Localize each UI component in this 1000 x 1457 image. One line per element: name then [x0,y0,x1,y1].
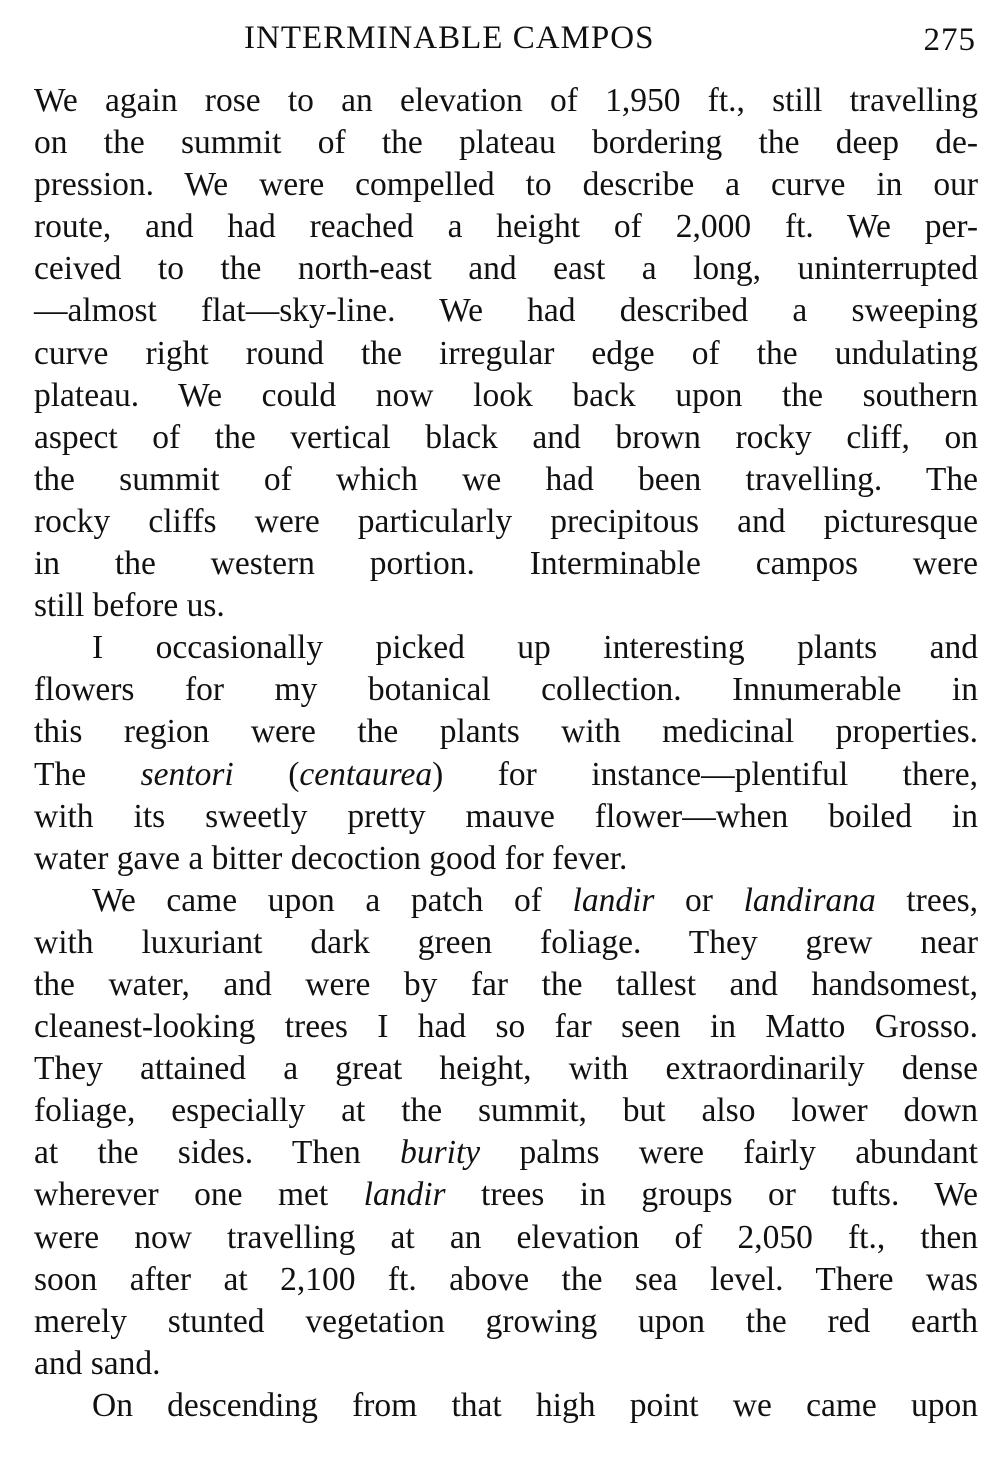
paragraph [34,80,978,627]
italic-term: burity [400,1134,481,1172]
text-line: soon after at 2,100 ft. above the sea level. There was [34,1260,978,1298]
text-segment: We came upon a patch of [92,881,573,919]
text-segment: trees, [875,881,978,919]
italic-term: landirana [743,881,876,919]
text-line: pression. We were compelled to describe a curve in our [34,166,978,204]
text-line [34,1132,978,1174]
text-line: merely stunted vegetation growing upon the red earth [34,1302,978,1340]
text-line: curve right round the irregular edge of the undulating [34,334,978,372]
text-line: in the western portion. Interminable campos were [34,545,978,583]
page-number: 275 [923,22,976,58]
text-line: ceived to the north-east and east a long, uninterrupted [34,250,978,288]
text-line: —almost flat—sky-line. We had described a sweeping [34,292,978,330]
italic-term: landir [572,881,655,919]
paragraph [34,1385,978,1427]
text-line: the summit of which we had been travelling. The [34,460,978,498]
text-line: water gave a bitter decoction good for fever. [34,839,628,877]
text-line: this region were the plants with medicinal properties. [34,713,978,751]
text-line: cleanest-looking trees I had so far seen in Matto Grosso. [34,1008,978,1046]
italic-term: landir [363,1176,446,1214]
text-line: aspect of the vertical black and brown rocky cliff, on [34,418,978,456]
italic-term: centaurea [299,755,433,793]
text-line: We again rose to an elevation of 1,950 ft., still travelling [34,82,978,119]
text-line: flowers for my botanical collection. Innumerable in [34,671,978,709]
text-line: On descending from that high point we came upon [92,1386,978,1424]
text-line [34,880,978,922]
text-line: They attained a great height, with extraordinarily dense [34,1050,978,1088]
text-segment: palms were fairly abundant [480,1134,978,1172]
text-line: foliage, especially at the summit, but also lower down [34,1092,978,1130]
text-line: rocky cliffs were particularly precipitous and picturesque [34,502,978,540]
running-head [34,14,978,60]
paragraph [34,627,978,880]
text-segment: ) for instance—plentiful there, [432,755,978,793]
text-line: the water, and were by far the tallest and handsomest, [34,965,978,1003]
text-line: with luxuriant dark green foliage. They grew near [34,923,978,961]
text-line [34,1174,978,1216]
italic-term: sentori [140,755,234,793]
text-line: still before us. [34,587,225,625]
text-segment: ( [233,755,300,793]
text-segment: trees in groups or tufts. We [445,1176,978,1214]
body-text [34,80,978,1427]
text-line: I occasionally picked up interesting plants and [92,629,978,667]
text-segment: The [34,755,141,793]
text-line: and sand. [34,1344,161,1382]
text-segment: at the sides. Then [34,1134,401,1172]
text-line: were now travelling at an elevation of 2,050 ft., then [34,1218,978,1256]
text-line: plateau. We could now look back upon the southern [34,376,978,414]
text-segment: wherever one met [34,1176,364,1214]
paragraph [34,880,978,1385]
text-line: with its sweetly pretty mauve flower—when boiled in [34,797,978,835]
text-line: route, and had reached a height of 2,000 ft. We per- [34,208,978,246]
text-line: on the summit of the plateau bordering the deep de- [34,124,978,162]
text-line [34,754,978,796]
text-segment: or [654,881,744,919]
book-page [34,14,978,1427]
running-title: INTERMINABLE CAMPOS [244,20,655,56]
